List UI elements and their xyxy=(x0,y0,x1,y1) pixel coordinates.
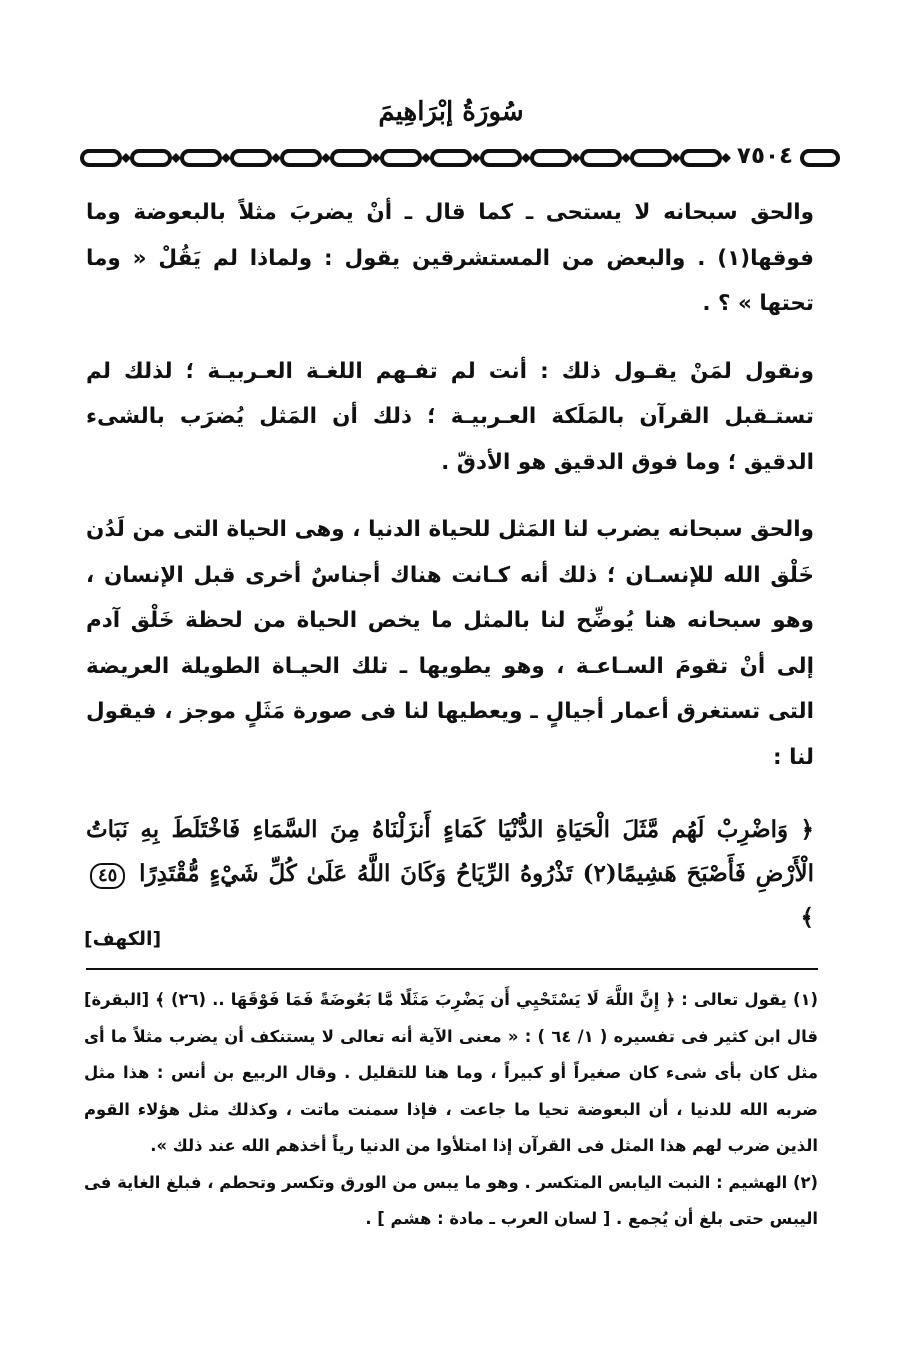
main-text xyxy=(86,190,814,786)
ornament-link xyxy=(82,151,120,165)
ornament-diamond xyxy=(371,153,381,163)
quran-verse xyxy=(86,808,814,940)
footnote-2: (٢) الهشيم : النبت اليابس المتكسر . وهو ما يبس من الورق وتكسر وتحطم ، فبلغ الغاية فى اليبس حتى بلغ أن يُجمع . [ لسان العرب ـ مادة : هشم ] . xyxy=(84,1172,818,1228)
page-number: ٧٥٠٤ xyxy=(732,139,798,173)
ornament-link xyxy=(332,151,370,165)
ornament-link xyxy=(532,151,570,165)
ornament-diamond xyxy=(221,153,231,163)
paragraph-3: والحق سبحانه يضرب لنا المَثل للحياة الدنيا ، وهى الحياة التى من لَدُن خَلْق الله للإنسـان ؛ ذلك أنه كـانت هناك أجناسٌ أخرى قبل الإنسان ، وهو سبحانه هنا يُوضِّح لنا بالمثل ما يخص الحياة من لحظة خَلْق آدم إلى أنْ تقومَ السـاعـة ، وهو يطويها ـ تلك الحيـاة الطويلة العريضة التى تستغرق أعمار أجيالٍ ـ ويعطيها لنا فى صورة مَثَلٍ موجز ، فيقول لنا : xyxy=(86,517,814,770)
ornament-diamond xyxy=(671,153,681,163)
ornament-diamond xyxy=(321,153,331,163)
paragraph-1: والحق سبحانه لا يستحى ـ كما قال ـ أنْ يضربَ مثلاً بالبعوضة وما فوقها(١) . والبعض من المستشرقين يقول : ولماذا لم يَقُلْ « وما تحتها » ؟ . xyxy=(86,200,814,316)
ornament-link xyxy=(232,151,270,165)
ornament-link xyxy=(382,151,420,165)
verse-reference: [الكهف] xyxy=(84,928,162,950)
verse-close-bracket: ﴾ xyxy=(800,904,814,931)
ornament-diamond xyxy=(521,153,531,163)
verse-number: ٤٥ xyxy=(90,863,125,889)
ornament-diamond xyxy=(121,153,131,163)
ornament-link xyxy=(282,151,320,165)
verse-text: ﴿ وَاضْرِبْ لَهُم مَّثَلَ الْحَيَاةِ الدُّنْيَا كَمَاءٍ أَنزَلْنَاهُ مِنَ السَّمَاءِ فَاخْتَلَطَ بِهِ نَبَاتُ الْأَرْضِ فَأَصْبَحَ هَشِيمًا(٢) تَذْرُوهُ الرِّيَاحُ وَكَانَ اللَّهُ عَلَىٰ كُلِّ شَيْءٍ مُّقْتَدِرًا xyxy=(86,816,814,887)
footnote-divider xyxy=(86,968,818,970)
footnotes xyxy=(84,982,818,1238)
ornament-link xyxy=(432,151,470,165)
surah-title: سُورَةُ إبْرَاهِيمَ xyxy=(378,97,524,127)
ornament-diamond xyxy=(621,153,631,163)
ornament-diamond xyxy=(571,153,581,163)
ornament-link xyxy=(482,151,520,165)
ornament-link xyxy=(582,151,620,165)
ornament-diamond xyxy=(271,153,281,163)
ornament-link xyxy=(632,151,670,165)
ornament-diamond xyxy=(471,153,481,163)
ornament-diamond xyxy=(421,153,431,163)
ornament-link xyxy=(682,151,720,165)
ornament-link xyxy=(132,151,170,165)
ornament-link xyxy=(802,151,838,165)
ornament-link xyxy=(182,151,220,165)
ornament-diamond xyxy=(721,153,731,163)
paragraph-2: ونقول لمَنْ يقـول ذلك : أنت لم تفـهم اللغـة العـربيـة ؛ لذلك لم تستـقبل القرآن بالمَلَكة العـربيـة ؛ ذلك أن المَثل يُضرَب بالشىء الدقيق ؛ وما فوق الدقيق هو الأدقّ . xyxy=(86,358,814,475)
footnote-1: (١) يقول تعالى : ﴿ إِنَّ اللَّهَ لَا يَسْتَحْيِي أَن يَضْرِبَ مَثَلًا مَّا بَعُوضَةً فَمَا فَوْقَهَا .. (٢٦) ﴾ [البقرة] قال ابن كثير فى تفسيره ( ١/ ٦٤ ) : « معنى الآية أنه تعالى لا يستنكف أن يضرب مثلاً ما أى مثل كان بأى شىء كان صغيراً أو كبيراً ، وما هنا للتقليل . وقال الربيع بن أنس : هذا مثل ضربه الله للدنيا ، أن البعوضة تحيا ما جاعت ، فإذا سمنت ماتت ، وكذلك مثل هؤلاء القوم الذين ضرب لهم هذا المثل فى القرآن إذا امتلأوا من الدنيا رياً أخذهم الله عند ذلك ». xyxy=(84,990,818,1155)
ornament-diamond xyxy=(171,153,181,163)
ornament-border xyxy=(80,145,840,171)
